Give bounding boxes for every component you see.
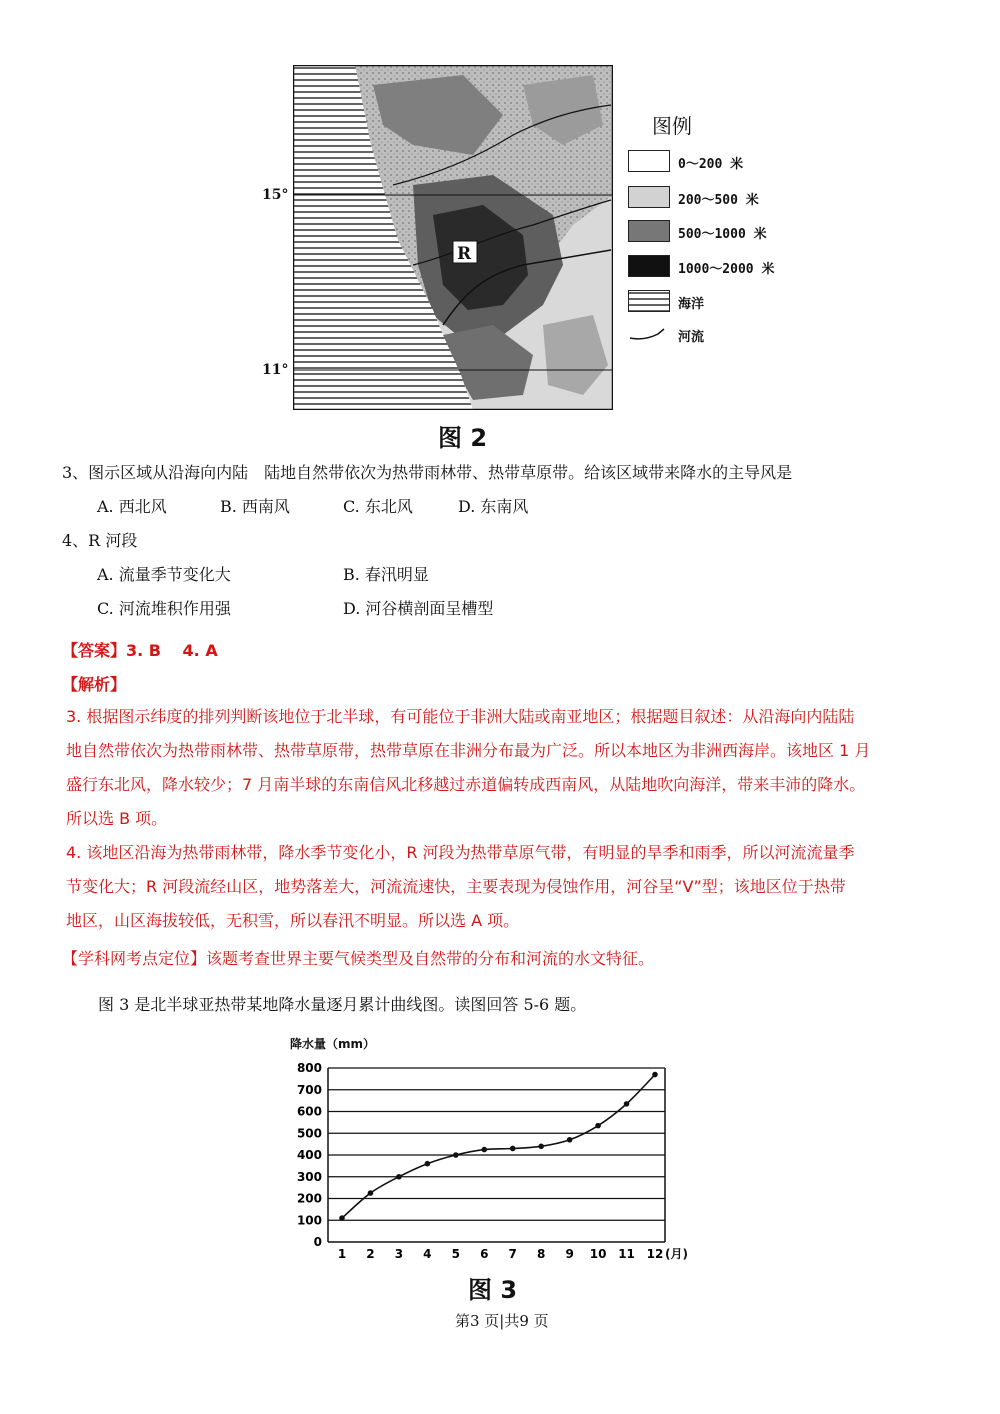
x-tick-label: 4 <box>423 1247 432 1261</box>
y-tick-label: 600 <box>296 1104 322 1119</box>
chart-grid <box>328 1068 665 1242</box>
map-legend <box>626 110 786 350</box>
y-tick-label: 400 <box>296 1148 322 1162</box>
data-point <box>510 1146 516 1152</box>
y-tick-label: 300 <box>296 1169 322 1184</box>
page-footer: 第3 页|共9 页 <box>455 1312 549 1330</box>
x-tick-label: 12 <box>646 1247 664 1261</box>
legend-swatch-200-500 <box>628 186 670 208</box>
x-tick-label: 3 <box>394 1247 404 1261</box>
chart-x-ticks <box>338 1247 664 1261</box>
y-tick-label: 100 <box>296 1213 322 1228</box>
analysis-line-3: 盛行东北风，降水较少；7 月南半球的东南信风北移越过赤道偏转成西南风，从陆地吹向海洋，带来丰沛的降水。 <box>66 775 866 794</box>
chart-y-ticks <box>297 1061 322 1249</box>
legend-swatch-ocean <box>628 290 670 312</box>
chart-caption: 图 3 <box>468 1276 518 1304</box>
rainfall-chart <box>280 1030 700 1300</box>
latitude-label-11: 11° <box>262 362 289 378</box>
question-3-option-c: C. 东北风 <box>343 497 413 516</box>
analysis-line-2: 地自然带依次为热带雨林带、热带草原带，热带草原在非洲分布最为广泛。所以本地区为非洲西海岸。该地区 1 月 <box>66 741 871 760</box>
x-tick-label: 9 <box>565 1247 574 1261</box>
data-point <box>368 1190 374 1196</box>
legend-label-200-500: 200～500 米 <box>678 193 759 208</box>
latitude-label-15: 15° <box>262 187 289 203</box>
x-tick-label: 1 <box>337 1247 347 1261</box>
analysis-title: 【解析】 <box>62 675 127 694</box>
kaodian-line: 【学科网考点定位】该题考查世界主要气候类型及自然带的分布和河流的水文特征。 <box>62 949 655 968</box>
answer-line: 【答案】3. B 4. A <box>62 641 218 660</box>
map-caption: 图 2 <box>438 424 488 452</box>
data-point <box>538 1144 544 1150</box>
x-tick-label: 5 <box>451 1247 460 1261</box>
x-tick-label: 6 <box>480 1247 489 1261</box>
question-4-option-b: B. 春汛明显 <box>343 565 429 584</box>
analysis-line-6: 节变化大；R 河段流经山区，地势落差大，河流流速快，主要表现为侵蚀作用，河谷呈“V”型；该地区位于热带 <box>66 877 846 896</box>
legend-label-0-200: 0～200 米 <box>678 157 744 172</box>
y-tick-label: 500 <box>296 1126 322 1141</box>
legend-river-icon <box>628 326 670 346</box>
legend-title: 图例 <box>652 114 692 138</box>
series-line <box>342 1075 655 1219</box>
question-3-stem: 3、图示区域从沿海向内陆 陆地自然带依次为热带雨林带、热带草原带。给该区域带来降水的主导风是 <box>62 463 793 482</box>
y-tick-label: 700 <box>296 1082 322 1097</box>
legend-label-river: 河流 <box>678 330 705 345</box>
data-point <box>567 1137 573 1143</box>
question-4-stem: 4、R 河段 <box>62 531 138 550</box>
analysis-line-4: 所以选 B 项。 <box>66 809 168 828</box>
question-4-option-d: D. 河谷横剖面呈槽型 <box>343 599 494 618</box>
question-4-option-a: A. 流量季节变化大 <box>97 565 231 584</box>
x-tick-label: 11 <box>618 1247 635 1261</box>
data-point <box>396 1174 402 1180</box>
legend-label-ocean: 海洋 <box>678 297 705 312</box>
analysis-line-7: 地区，山区海拔较低，无积雪，所以春汛不明显。所以选 A 项。 <box>66 911 520 930</box>
y-tick-label: 0 <box>313 1235 322 1249</box>
analysis-line-5: 4. 该地区沿海为热带雨林带，降水季节变化小，R 河段为热带草原气带，有明显的旱季和雨季，所以河流流量季 <box>66 843 855 862</box>
map-figure <box>293 65 613 410</box>
question-3-option-a: A. 西北风 <box>97 497 167 516</box>
data-point <box>624 1101 630 1107</box>
chart-xlabel: (月) <box>665 1247 688 1261</box>
data-point <box>595 1123 601 1129</box>
chart-ylabel: 降水量（mm） <box>290 1037 376 1051</box>
question-4-option-c: C. 河流堆积作用强 <box>97 599 231 618</box>
legend-label-1000-2000: 1000～2000 米 <box>678 262 775 277</box>
legend-swatch-1000-2000 <box>628 255 670 277</box>
legend-swatch-500-1000 <box>628 220 670 242</box>
chart-intro: 图 3 是北半球亚热带某地降水量逐月累计曲线图。读图回答 5-6 题。 <box>98 995 587 1014</box>
data-point <box>652 1072 658 1078</box>
data-point <box>481 1147 487 1153</box>
data-point <box>339 1215 345 1221</box>
terrain-map <box>293 65 613 410</box>
question-3-option-b: B. 西南风 <box>220 497 290 516</box>
analysis-text <box>66 700 956 938</box>
legend-swatch-0-200 <box>628 150 670 172</box>
legend-label-500-1000: 500～1000 米 <box>678 227 767 242</box>
analysis-line-1: 3. 根据图示纬度的排列判断该地位于北半球，有可能位于非洲大陆或南亚地区；根据题目叙述：从沿海向内陆陆 <box>66 707 855 726</box>
y-tick-label: 200 <box>296 1191 322 1206</box>
y-tick-label: 800 <box>296 1061 322 1075</box>
x-tick-label: 8 <box>537 1247 546 1261</box>
data-point <box>453 1152 459 1158</box>
x-tick-label: 2 <box>366 1247 375 1261</box>
data-point <box>425 1161 431 1167</box>
x-tick-label: 10 <box>589 1247 607 1261</box>
question-3-option-d: D. 东南风 <box>458 497 529 516</box>
r-label: R <box>457 244 472 264</box>
x-tick-label: 7 <box>508 1247 517 1261</box>
